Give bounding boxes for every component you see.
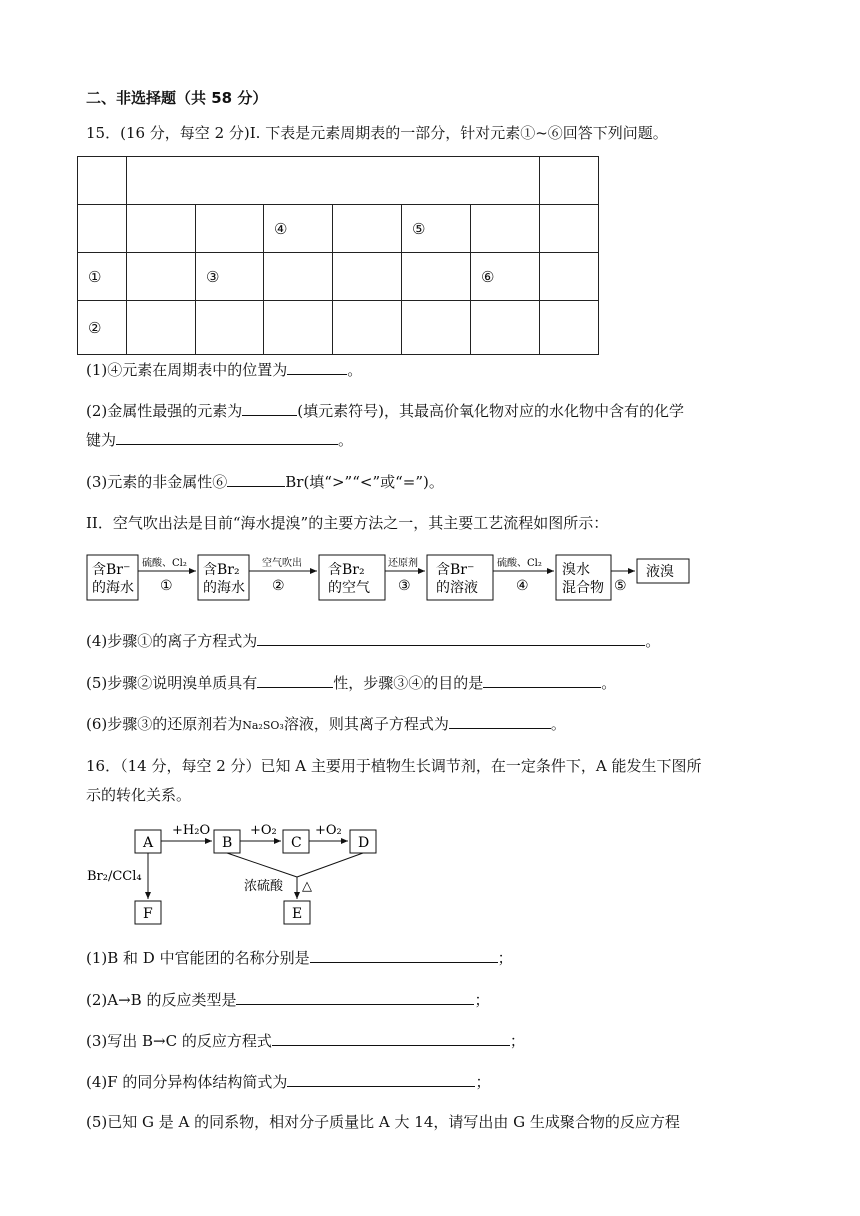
question-text: 。 [601,674,617,692]
node-label: B [222,835,233,851]
flow-step-number: ④ [516,578,529,594]
flow-box-text: 含Br⁻ [436,562,475,578]
q16-part1 [86,948,513,968]
flow-box-text: 溴水 [562,562,590,578]
table-cell: ⑥ [471,253,540,301]
question-text: (填元素符号)，其最高价氧化物对应的水化物中含有的化学 [297,402,684,420]
flow-arrow-label: 还原剂 [388,558,418,569]
question-text: 。 [550,715,566,733]
answer-blank[interactable] [236,990,474,1005]
flow-box-text: 混合物 [562,580,604,596]
node-label: E [292,906,303,922]
reagent-label: +H₂O [172,823,211,838]
flow-box-text: 含Br₂ [203,562,240,578]
table-cell: ④ [264,205,333,253]
flow-box-text: 含Br⁻ [92,562,131,578]
node-label: F [143,906,153,922]
flow-arrow-label: 硫酸、Cl₂ [497,558,542,569]
question-text: 键为 [86,431,117,449]
table-cell: ③ [196,253,264,301]
table-cell: ⑤ [402,205,471,253]
question-text: (3)写出 B→C 的反应方程式 [86,1032,272,1050]
q16-part2 [86,990,489,1010]
answer-blank[interactable] [310,948,498,963]
reagent-label: +O₂ [315,823,342,838]
flow-step-number: ① [160,578,173,594]
question-text: ； [475,1073,491,1091]
question-text: (1)④元素在周期表中的位置为 [86,361,288,379]
flow-step-number: ⑤ [614,578,627,594]
flow-arrow-label: 硫酸、Cl₂ [142,558,187,569]
q16-part4 [86,1072,490,1092]
q16-part5: (5)已知 G 是 A 的同系物，相对分子质量比 A 大 14，请写出由 G 生成聚合物的反应方程 [86,1113,680,1131]
flow-box-text: 的海水 [203,580,245,596]
question-text: 性，步骤③④的目的是 [333,674,484,692]
question-text: (6)步骤③的还原剂若为 [86,715,243,733]
reagent-label: Br₂/CCl₄ [87,869,142,884]
flow-box-text: 液溴 [646,564,674,580]
answer-blank[interactable] [287,1072,475,1087]
flow-box-text: 含Br₂ [328,562,365,578]
q15-intro: 15．(16 分，每空 2 分)I. 下表是元素周期表的一部分，针对元素①~⑥回答下列问题。 [86,124,668,142]
question-text: (4)步骤①的离子方程式为 [86,632,258,650]
question-text: 溶液，则其离子方程式为 [283,715,449,733]
flow-arrow-label: 空气吹出 [262,558,302,569]
table-cell: ① [78,253,127,301]
flow-box-text: 的溶液 [436,580,478,596]
question-text: 。 [338,431,354,449]
q16-intro: 16．（14 分，每空 2 分）已知 A 主要用于植物生长调节剂，在一定条件下，A 能发生下图所 [86,757,702,775]
q16-part3 [86,1031,525,1051]
section-title: 二、非选择题（共 58 分） [86,89,268,107]
question-text: (2)金属性最强的元素为 [86,402,243,420]
question-text: (4)F 的同分异构体结构简式为 [86,1073,288,1091]
reaction-line [227,853,297,877]
flow-step-number: ② [272,578,285,594]
formula-text: Na₂SO₃ [242,719,284,732]
flow-step-number: ③ [398,578,411,594]
reagent-label: +O₂ [250,823,277,838]
answer-blank[interactable] [272,1031,510,1046]
flow-box-text: 的空气 [328,580,370,596]
node-label: A [143,835,154,851]
flow-box-text: 的海水 [92,580,134,596]
question-text: Br(填“>”“<”或“=”)。 [285,473,444,491]
node-label: D [358,835,370,851]
node-label: C [291,835,302,851]
question-text: (3)元素的非金属性⑥ [86,473,228,491]
q16-intro-cont: 示的转化关系。 [86,786,192,804]
heat-symbol: △ [302,879,312,894]
reagent-label: 浓硫酸 [244,879,284,894]
question-text: (2)A→B 的反应类型是 [86,991,237,1009]
q15-part-ii-intro: II．空气吹出法是目前“海水提溴”的主要方法之一，其主要工艺流程如图所示： [86,514,609,532]
question-text: ； [509,1032,525,1050]
table-cell: ② [78,301,127,355]
question-text: (1)B 和 D 中官能团的名称分别是 [86,949,310,967]
reaction-line [297,853,363,877]
question-text: 。 [645,632,661,650]
question-text: ； [474,991,490,1009]
question-text: 。 [347,361,363,379]
question-text: ； [497,949,513,967]
question-text: (5)步骤②说明溴单质具有 [86,674,258,692]
